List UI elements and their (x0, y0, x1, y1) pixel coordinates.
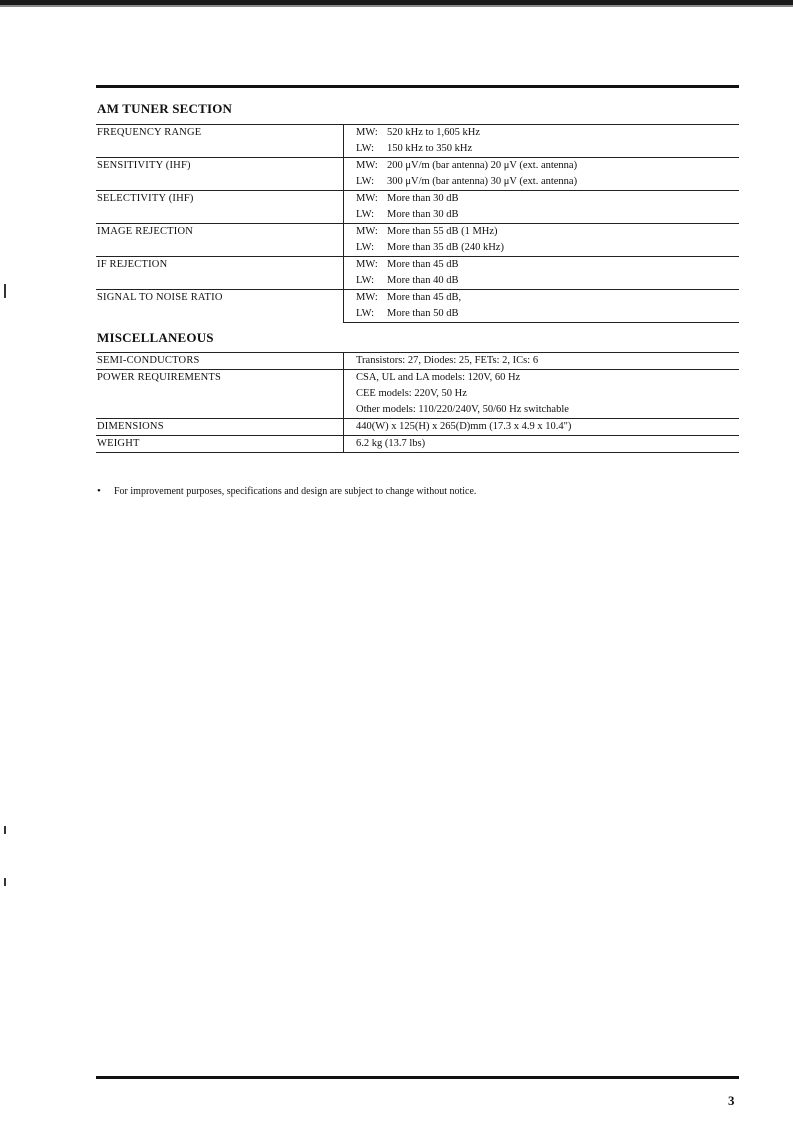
spec-value-text: CSA, UL and LA models: 120V, 60 Hz (356, 372, 521, 383)
spec-value (344, 436, 740, 453)
spec-value (344, 306, 740, 323)
spec-value (344, 353, 740, 370)
spec-value (344, 273, 740, 290)
spec-value-text: More than 50 dB (387, 308, 459, 319)
spec-value-line (356, 158, 739, 174)
spec-value-line (356, 273, 739, 289)
header-rule (96, 85, 739, 88)
am-tuner-section-title: AM TUNER SECTION (97, 101, 233, 116)
spec-value-line (356, 240, 739, 256)
spec-value-text: More than 45 dB (387, 259, 459, 270)
scan-mark (4, 826, 6, 834)
spec-value-line (356, 353, 739, 369)
footer-rule (96, 1076, 739, 1079)
spec-row (96, 353, 739, 370)
spec-row (96, 370, 739, 387)
spec-value-line (356, 125, 739, 141)
spec-value-line (356, 436, 739, 452)
footnote (97, 485, 476, 497)
spec-value-line (356, 306, 739, 322)
spec-value-text: 300 μV/m (bar antenna) 30 μV (ext. antenna) (387, 176, 578, 187)
spec-label: WEIGHT (96, 436, 344, 453)
band-label: LW: (356, 143, 375, 154)
spec-value (344, 224, 740, 241)
spec-value-text: Transistors: 27, Diodes: 25, FETs: 2, ICs: 6 (356, 355, 539, 366)
spec-label: IF REJECTION (96, 257, 344, 290)
spec-value (344, 240, 740, 257)
miscellaneous-section-title: MISCELLANEOUS (97, 330, 214, 345)
band-label: LW: (356, 242, 375, 253)
spec-value-line (356, 386, 739, 402)
spec-row (96, 158, 739, 175)
spec-value-text: Other models: 110/220/240V, 50/60 Hz switchable (356, 404, 569, 415)
spec-row (96, 419, 739, 436)
spec-value-text: More than 30 dB (387, 193, 459, 204)
spec-label: SENSITIVITY (IHF) (96, 158, 344, 191)
band-label: LW: (356, 176, 375, 187)
spec-value (344, 402, 740, 419)
spec-row (96, 436, 739, 453)
am-tuner-spec-table (96, 124, 739, 323)
band-label: LW: (356, 209, 375, 220)
spec-value-line (356, 207, 739, 223)
spec-value-text: More than 45 dB, (387, 292, 462, 303)
spec-value-text: 6.2 kg (13.7 lbs) (356, 438, 426, 449)
spec-value (344, 207, 740, 224)
bullet-icon: • (97, 485, 101, 497)
spec-value-line (356, 419, 739, 435)
spec-value (344, 125, 740, 142)
spec-value-line (356, 290, 739, 306)
spec-label: DIMENSIONS (96, 419, 344, 436)
spec-value (344, 158, 740, 175)
band-label: LW: (356, 275, 375, 286)
spec-value-text: 150 kHz to 350 kHz (387, 143, 473, 154)
spec-value-line (356, 402, 739, 418)
spec-value-line (356, 370, 739, 386)
band-label: MW: (356, 127, 378, 138)
spec-value-text: More than 55 dB (1 MHz) (387, 226, 498, 237)
spec-value (344, 290, 740, 307)
spec-label: SELECTIVITY (IHF) (96, 191, 344, 224)
spec-label: IMAGE REJECTION (96, 224, 344, 257)
spec-value-text: 200 μV/m (bar antenna) 20 μV (ext. antenna) (387, 160, 578, 171)
spec-row (96, 224, 739, 241)
spec-value-line (356, 141, 739, 157)
band-label: MW: (356, 160, 378, 171)
spec-label: POWER REQUIREMENTS (96, 370, 344, 419)
spec-value-text: 440(W) x 125(H) x 265(D)mm (17.3 x 4.9 x 10.4") (356, 421, 572, 432)
spec-value-line (356, 191, 739, 207)
spec-value-text: CEE models: 220V, 50 Hz (356, 388, 467, 399)
spec-label: SIGNAL TO NOISE RATIO (96, 290, 344, 323)
spec-value (344, 257, 740, 274)
spec-value (344, 386, 740, 402)
spec-value-text: More than 40 dB (387, 275, 459, 286)
band-label: MW: (356, 193, 378, 204)
scan-mark (4, 284, 6, 298)
spec-value (344, 141, 740, 158)
band-label: MW: (356, 226, 378, 237)
footnote-text: For improvement purposes, specifications and design are subject to change without notice. (114, 486, 477, 497)
page-number: 3 (728, 1093, 735, 1108)
spec-value-line (356, 174, 739, 190)
band-label: MW: (356, 259, 378, 270)
spec-value-line (356, 257, 739, 273)
spec-label: FREQUENCY RANGE (96, 125, 344, 158)
spec-row (96, 290, 739, 307)
spec-row (96, 191, 739, 208)
miscellaneous-spec-table (96, 352, 739, 453)
spec-value (344, 370, 740, 387)
scan-top-edge-shadow (0, 5, 793, 7)
spec-value-line (356, 224, 739, 240)
spec-label: SEMI-CONDUCTORS (96, 353, 344, 370)
spec-row (96, 257, 739, 274)
band-label: MW: (356, 292, 378, 303)
spec-value-text: 520 kHz to 1,605 kHz (387, 127, 481, 138)
spec-value-text: More than 35 dB (240 kHz) (387, 242, 504, 253)
scan-mark (4, 878, 6, 886)
spec-value (344, 419, 740, 436)
spec-row (96, 125, 739, 142)
band-label: LW: (356, 308, 375, 319)
spec-value-text: More than 30 dB (387, 209, 459, 220)
spec-value (344, 191, 740, 208)
spec-value (344, 174, 740, 191)
